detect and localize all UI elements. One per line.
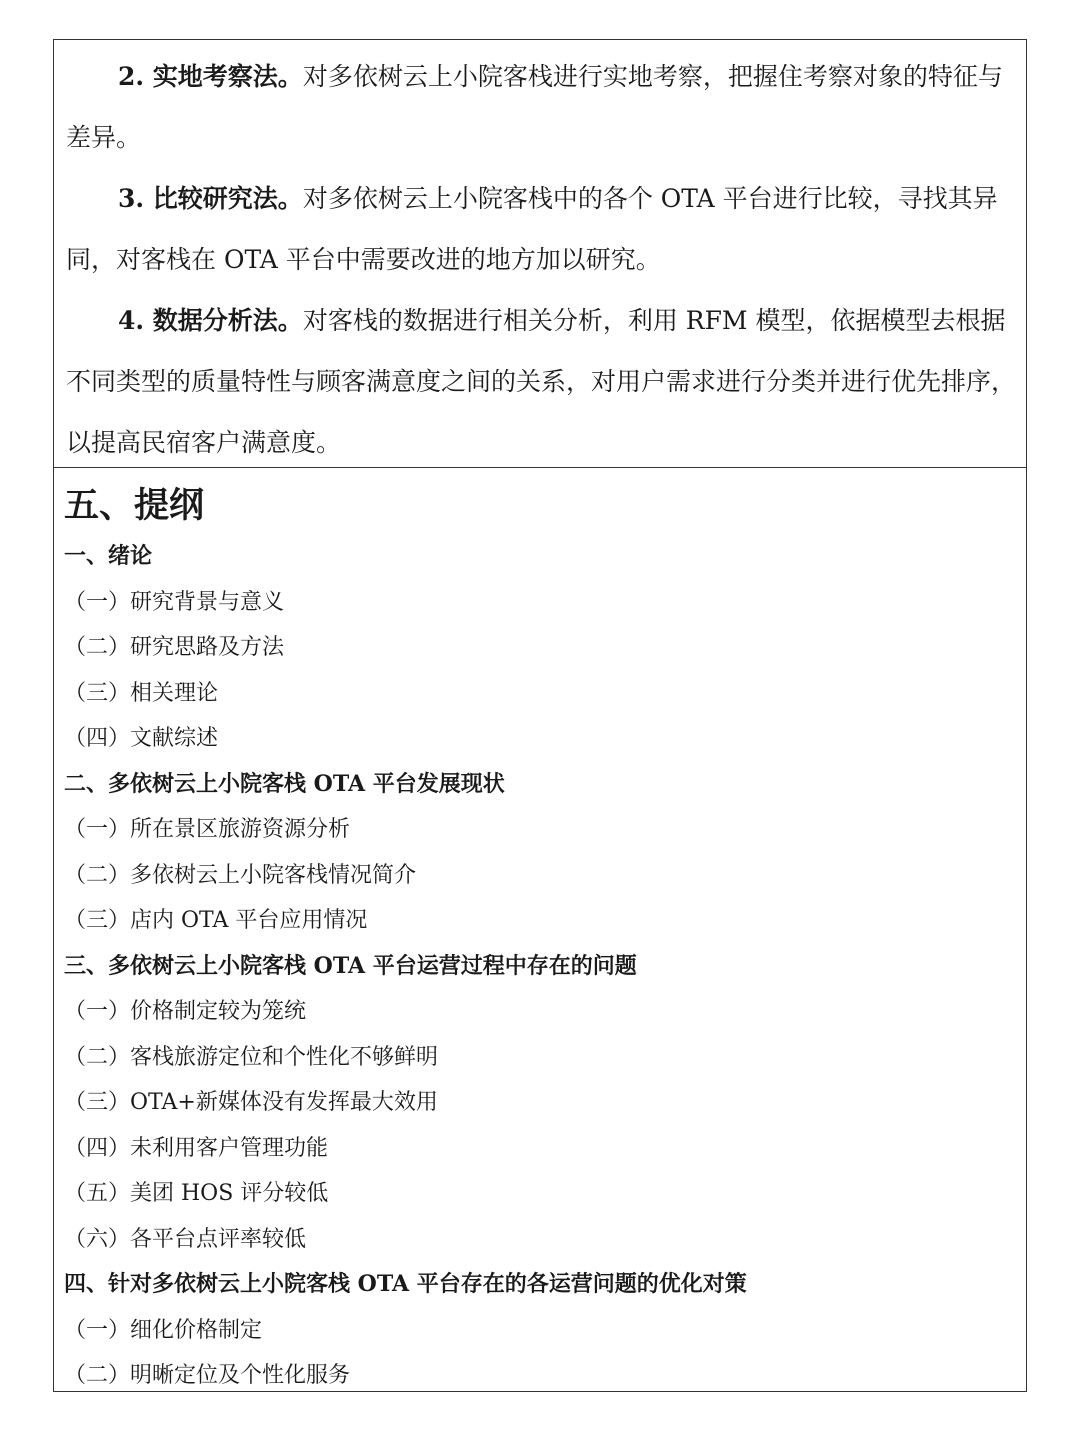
methods-section	[54, 40, 1026, 468]
outline-chapter: 二、多依树云上小院客栈 OTA 平台发展现状	[64, 770, 505, 797]
outline-subsection: （三）店内 OTA 平台应用情况	[64, 908, 368, 933]
outline-subsection: （一）研究背景与意义	[64, 589, 285, 615]
method-text: 对客栈的数据进行相关分析，利用 RFM 模型，依据模型去根据不同类型的质量特性与顾客满意度之间的关系，对用户需求进行分类并进行优先排序，以提高民宿客户满意度。	[66, 306, 1017, 457]
outline-subsection: （一）所在景区旅游资源分析	[64, 817, 351, 842]
document-frame	[53, 39, 1027, 1392]
outline-subsection: （二）多依树云上小院客栈情况简介	[64, 862, 417, 888]
outline-title: 五、提纲	[64, 486, 205, 526]
outline-subsection: （五）美团 HOS 评分较低	[64, 1181, 329, 1206]
outline-chapter: 一、绪论	[64, 543, 153, 569]
method-paragraph-comparative	[66, 168, 1016, 290]
outline-list	[64, 534, 747, 1399]
method-lead: 3. 比较研究法。	[118, 184, 303, 213]
outline-subsection: （一）细化价格制定	[64, 1317, 263, 1343]
outline-subsection: （二）研究思路及方法	[64, 635, 285, 660]
outline-subsection: （三）相关理论	[64, 680, 219, 706]
outline-subsection: （四）文献综述	[64, 726, 219, 751]
outline-subsection: （二）客栈旅游定位和个性化不够鲜明	[64, 1044, 439, 1070]
method-paragraph-data-analysis	[66, 290, 1016, 473]
method-lead: 4. 数据分析法。	[118, 306, 303, 335]
outline-subsection: （三）OTA+新媒体没有发挥最大效用	[64, 1090, 438, 1115]
outline-subsection: （一）价格制定较为笼统	[64, 999, 307, 1024]
outline-subsection: （四）未利用客户管理功能	[64, 1135, 329, 1161]
outline-subsection: （二）明晰定位及个性化服务	[64, 1363, 351, 1388]
outline-chapter: 四、针对多依树云上小院客栈 OTA 平台存在的各运营问题的优化对策	[64, 1271, 747, 1297]
method-lead: 2. 实地考察法。	[118, 62, 303, 91]
outline-subsection: （六）各平台点评率较低	[64, 1226, 307, 1252]
method-text: 对多依树云上小院客栈中的各个 OTA 平台进行比较，寻找其异同，对客栈在 OTA 平台中需要改进的地方加以研究。	[66, 184, 998, 274]
method-text: 对多依树云上小院客栈进行实地考察，把握住考察对象的特征与差异。	[66, 62, 1003, 152]
method-paragraph-field-study	[66, 46, 1016, 168]
outline-chapter: 三、多依树云上小院客栈 OTA 平台运营过程中存在的问题	[64, 952, 637, 979]
